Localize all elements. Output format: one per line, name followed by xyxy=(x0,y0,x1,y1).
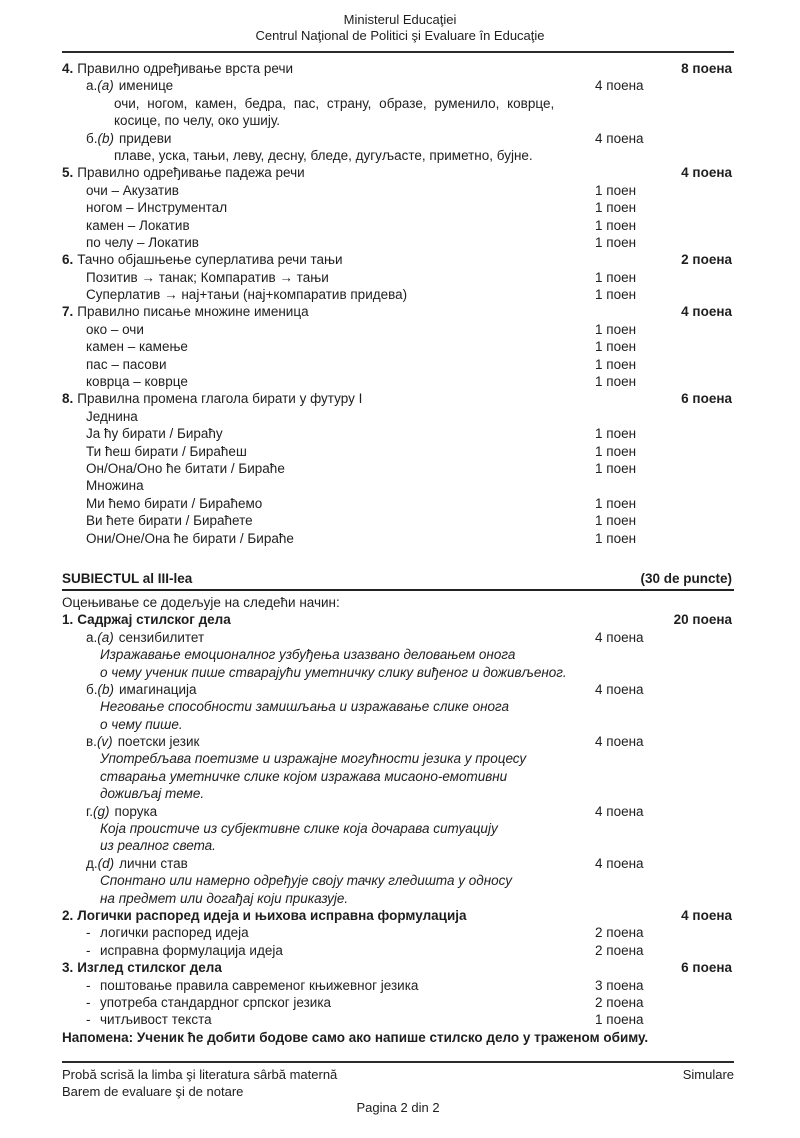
points-value: 4 поена xyxy=(595,130,644,146)
points-value: 1 поен xyxy=(595,513,637,529)
answer-row xyxy=(62,321,734,338)
sub-criterion-row xyxy=(62,803,734,820)
criterion-row xyxy=(62,303,734,320)
criterion-row xyxy=(62,60,734,77)
rubric-body xyxy=(62,60,734,1046)
answer-row xyxy=(62,512,734,529)
footer-row-1 xyxy=(62,1067,734,1084)
answer-row xyxy=(62,530,734,547)
criterion-label: Правилно писање множине именица xyxy=(77,304,309,320)
answer-row xyxy=(62,338,734,355)
letter-translit: (v) xyxy=(96,734,113,750)
criterion-label: Садржај стилског дела xyxy=(77,612,231,628)
criterion-row xyxy=(62,164,734,181)
answer-text: камен – Локатив xyxy=(86,217,190,233)
points-value: 1 поен xyxy=(595,426,637,442)
answer-text: Множина xyxy=(86,478,144,494)
description-row xyxy=(62,785,734,802)
footer-barem-label: Barem de evaluare şi de notare xyxy=(62,1083,244,1099)
dash-item-row xyxy=(62,942,734,959)
answer-words-row xyxy=(62,95,734,112)
dash-item-row xyxy=(62,1011,734,1028)
criterion-label: Тачно објашњење суперлатива речи тањи xyxy=(77,252,343,268)
sub-criterion-label: сензибилитет xyxy=(118,629,205,645)
description-text: стварања уметничке слике којом изражава мисаоно-емотивни xyxy=(100,768,508,784)
points-value: 1 поен xyxy=(595,182,637,198)
dash-marker: - xyxy=(86,925,91,941)
points-total: 4 поена xyxy=(681,304,732,320)
letter-label: б. xyxy=(86,681,98,697)
answer-row xyxy=(62,460,734,477)
center-title: Centrul Naţional de Politici şi Evaluare în Educaţie xyxy=(255,27,545,43)
points-value: 4 поена xyxy=(595,855,644,871)
description-row xyxy=(62,698,734,715)
criterion-row xyxy=(62,251,734,268)
answer-row xyxy=(62,495,734,512)
answer-text: по челу – Локатив xyxy=(86,234,199,250)
sub-criterion-label: поетски језик xyxy=(117,734,200,750)
description-row xyxy=(62,890,734,907)
points-total: 2 поена xyxy=(681,252,732,268)
ministry-title: Ministerul Educaţiei xyxy=(343,12,457,27)
answer-text: Суперлатив → нај+тањи (нај+компаратив придева) xyxy=(86,287,408,303)
description-text: Спонтано или намерно одређује своју тачку гледишта у односу xyxy=(100,873,513,889)
points-value: 1 поен xyxy=(595,356,637,372)
dash-marker: - xyxy=(86,977,91,993)
description-text: на предмет или догађај који приказује. xyxy=(100,890,349,906)
description-text: о чему ученик пише стварајући уметничку слику виђеног и доживљеног. xyxy=(100,664,567,680)
answer-text: око – очи xyxy=(86,321,144,337)
dash-marker: - xyxy=(86,994,91,1010)
points-value: 4 поена xyxy=(595,803,644,819)
criterion-row xyxy=(62,907,734,924)
sub-criterion-row xyxy=(62,681,734,698)
answer-text: очи – Акузатив xyxy=(86,182,179,198)
answer-text: Он/Она/Оно ће битати / Бираће xyxy=(86,460,285,476)
answer-text: Они/Оне/Она ће бирати / Бираће xyxy=(86,530,294,546)
letter-translit: (a) xyxy=(97,78,114,94)
description-row xyxy=(62,837,734,854)
points-value: 4 поена xyxy=(595,78,644,94)
description-text: о чему пише. xyxy=(100,716,183,732)
description-row xyxy=(62,872,734,889)
description-text: доживљај теме. xyxy=(100,786,205,802)
section-points-total: (30 de puncte) xyxy=(640,570,732,586)
letter-label: г. xyxy=(86,803,94,819)
points-value: 1 поен xyxy=(595,287,637,303)
sub-criterion-row xyxy=(62,629,734,646)
item-number: 2. xyxy=(62,907,74,923)
criterion-label: Изглед стилског дела xyxy=(77,960,222,976)
note-row xyxy=(62,1029,734,1046)
answer-text: Ми ћемо бирати / Бираћемо xyxy=(86,495,263,511)
sub-criterion-label: лични став xyxy=(119,855,188,871)
points-value: 1 поен xyxy=(595,234,637,250)
answer-row xyxy=(62,425,734,442)
answer-text: пас – пасови xyxy=(86,356,167,372)
sub-criterion-row xyxy=(62,855,734,872)
section-gap xyxy=(62,547,734,570)
sub-criterion-label: имагинација xyxy=(118,681,197,697)
description-row xyxy=(62,820,734,837)
dash-item-row xyxy=(62,977,734,994)
description-text: Неговање способности замишљања и изражавање слике онога xyxy=(100,699,510,715)
letter-label: в. xyxy=(86,734,97,750)
points-value: 1 поен xyxy=(595,530,637,546)
footer-exam-title: Probă scrisă la limba şi literatura sârbă maternă xyxy=(62,1067,338,1082)
points-value: 1 поен xyxy=(595,495,637,511)
dash-item-row xyxy=(62,994,734,1011)
answer-row xyxy=(62,286,734,303)
points-total: 8 поена xyxy=(681,61,732,76)
criterion-row xyxy=(62,390,734,407)
answer-row xyxy=(62,443,734,460)
criterion-label: Правилно одређивање падежа речи xyxy=(77,165,305,181)
answer-text: Ви ћете бирати / Бираћете xyxy=(86,513,253,529)
item-number: 3. xyxy=(62,960,74,976)
criterion-label: Правилно одређивање врста речи xyxy=(77,61,294,76)
answer-row xyxy=(62,234,734,251)
criterion-row xyxy=(62,611,734,628)
answer-row xyxy=(62,408,734,425)
answer-row xyxy=(62,182,734,199)
page-header xyxy=(0,12,800,43)
intro-text: Оцењивање се додељује на следећи начин: xyxy=(62,594,340,610)
sub-criterion-label: придеви xyxy=(118,130,172,146)
sub-criterion-row xyxy=(62,130,734,147)
answer-row xyxy=(62,217,734,234)
points-total: 6 поена xyxy=(681,960,732,976)
page-number: Pagina 2 din 2 xyxy=(356,1100,440,1115)
dash-item-label: исправна формулација идеја xyxy=(100,942,283,958)
description-text: из реалног света. xyxy=(100,838,216,854)
description-row xyxy=(62,716,734,733)
answer-row xyxy=(62,356,734,373)
points-total: 4 поена xyxy=(681,165,732,181)
sub-criterion-label: порука xyxy=(114,803,158,819)
description-text: Која проистиче из субјективне слике која дочарава ситуацију xyxy=(100,821,498,837)
description-row xyxy=(62,646,734,663)
answer-words: косице, по челу, око ушију. xyxy=(114,113,280,129)
description-text: Изражавање емоционалног узбуђења изазвано деловањем онога xyxy=(100,647,516,663)
points-value: 1 поен xyxy=(595,374,637,390)
points-total: 4 поена xyxy=(681,907,732,923)
answer-text: Ти ћеш бирати / Бираћеш xyxy=(86,443,247,459)
section-heading xyxy=(62,570,734,591)
dash-item-label: употреба стандардног српског језика xyxy=(100,994,332,1010)
points-total: 20 поена xyxy=(673,612,732,628)
points-value: 2 поена xyxy=(595,925,644,941)
description-text: Употребљава поетизме и изражајне могућности језика у процесу xyxy=(100,751,527,767)
dash-marker: - xyxy=(86,942,91,958)
answer-text: Ја ћу бирати / Бираћу xyxy=(86,426,223,442)
footer-simulare-label: Simulare xyxy=(682,1067,734,1082)
points-value: 4 поена xyxy=(595,629,644,645)
criterion-row xyxy=(62,959,734,976)
description-row xyxy=(62,768,734,785)
sub-criterion-row xyxy=(62,733,734,750)
sub-criterion-label: именице xyxy=(118,78,174,94)
criterion-label: Логички распоред идеја и њихова исправна формулација xyxy=(77,907,467,923)
letter-label: а. xyxy=(86,629,98,645)
dash-item-label: логички распоред идеја xyxy=(100,925,249,941)
answer-words-row xyxy=(62,112,734,129)
points-value: 1 поен xyxy=(595,443,637,459)
answer-row xyxy=(62,269,734,286)
points-value: 1 поена xyxy=(595,1012,644,1028)
section-heading-label: SUBIECTUL al III-lea xyxy=(62,570,193,586)
answer-text: ногом – Инструментал xyxy=(86,200,228,216)
answer-text: Једнина xyxy=(86,408,138,424)
item-number: 5. xyxy=(62,165,74,181)
answer-words-row xyxy=(62,147,734,164)
points-value: 1 поен xyxy=(595,217,637,233)
page-footer xyxy=(62,1061,734,1116)
description-row xyxy=(62,750,734,767)
answer-text: Позитив → танак; Компаратив → тањи xyxy=(86,269,329,285)
points-value: 1 поен xyxy=(595,339,637,355)
footer-row-2 xyxy=(62,1084,734,1101)
letter-translit: (b) xyxy=(97,130,114,146)
points-total: 6 поена xyxy=(681,391,732,407)
item-number: 8. xyxy=(62,391,74,407)
dash-item-label: поштовање правила савременог књижевног језика xyxy=(100,977,419,993)
header-rule xyxy=(62,51,734,53)
points-value: 1 поен xyxy=(595,200,637,216)
points-value: 1 поен xyxy=(595,269,637,285)
answer-row xyxy=(62,477,734,494)
points-value: 4 поена xyxy=(595,734,644,750)
answer-words: очи, ногом, камен, бедра, пас, страну, образе, руменило, коврце, xyxy=(114,95,555,111)
points-value: 3 поена xyxy=(595,977,644,993)
answer-row xyxy=(62,199,734,216)
intro-row xyxy=(62,594,734,611)
answer-row xyxy=(62,373,734,390)
answer-words: плаве, уска, тањи, леву, десну, бледе, дугуљасте, приметно, бујне. xyxy=(114,147,533,163)
item-number: 6. xyxy=(62,252,74,268)
points-value: 2 поена xyxy=(595,994,644,1010)
points-value: 1 поен xyxy=(595,321,637,337)
dash-item-label: читљивост текста xyxy=(100,1012,212,1028)
letter-label: д. xyxy=(86,855,98,871)
dash-marker: - xyxy=(86,1012,91,1028)
letter-label: б. xyxy=(86,130,98,146)
points-value: 1 поен xyxy=(595,460,637,476)
points-value: 2 поена xyxy=(595,942,644,958)
points-value: 4 поена xyxy=(595,681,644,697)
item-number: 1. xyxy=(62,612,74,628)
dash-item-row xyxy=(62,924,734,941)
letter-translit: (g) xyxy=(93,803,110,819)
answer-text: камен – камење xyxy=(86,339,188,355)
item-number: 7. xyxy=(62,304,74,320)
item-number: 4. xyxy=(62,61,74,76)
letter-label: а. xyxy=(86,78,98,94)
letter-translit: (a) xyxy=(97,629,114,645)
note-text: Напомена: Ученик ће добити бодове само ако напише стилско дело у траженом обиму. xyxy=(62,1029,649,1045)
description-row xyxy=(62,664,734,681)
answer-text: коврца – коврце xyxy=(86,374,188,390)
sub-criterion-row xyxy=(62,77,734,94)
letter-translit: (d) xyxy=(97,855,115,871)
letter-translit: (b) xyxy=(97,681,114,697)
criterion-label: Правилна промена глагола бирати у футуру I xyxy=(77,391,363,407)
